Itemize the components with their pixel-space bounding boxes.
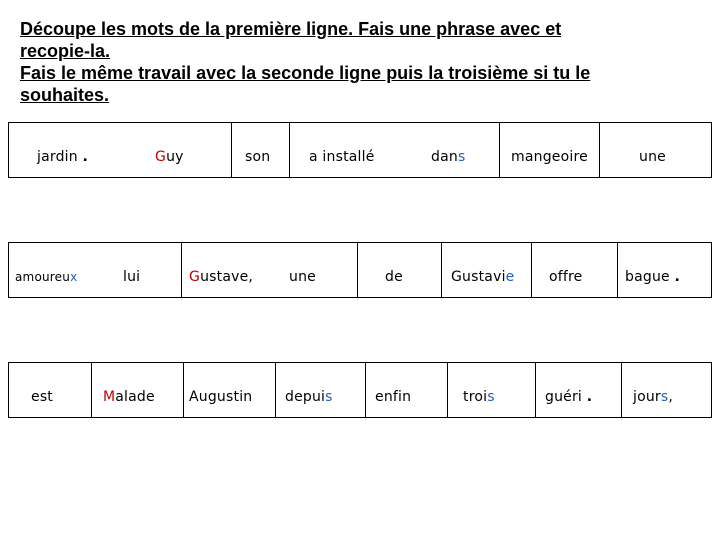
word-card[interactable]: Augustin xyxy=(189,389,253,405)
word-ending: s xyxy=(660,389,669,405)
word-card[interactable] xyxy=(37,149,88,165)
word-capital: G xyxy=(155,149,167,165)
word-text: Gustavi xyxy=(451,269,506,285)
word-card[interactable]: lui xyxy=(123,269,141,285)
word-card[interactable]: offre xyxy=(549,269,583,285)
word-card[interactable] xyxy=(189,269,253,285)
word-text: amoureu xyxy=(15,270,71,284)
word-punct: . xyxy=(586,389,593,405)
word-card[interactable] xyxy=(285,389,333,405)
word-row-1 xyxy=(8,122,712,178)
word-row-2 xyxy=(8,242,712,298)
word-text: depui xyxy=(285,389,326,405)
word-card[interactable]: enfin xyxy=(375,389,412,405)
word-card[interactable] xyxy=(463,389,495,405)
word-card[interactable]: a installé xyxy=(309,149,375,165)
word-card[interactable] xyxy=(451,269,515,285)
word-ending: s xyxy=(325,389,333,405)
word-card[interactable] xyxy=(155,149,184,165)
word-punct: . xyxy=(674,269,681,285)
word-text: alade xyxy=(115,389,155,405)
word-card[interactable]: une xyxy=(639,149,666,165)
word-text: jour xyxy=(633,389,661,405)
instructions xyxy=(20,18,700,106)
word-card[interactable]: une xyxy=(289,269,316,285)
word-card[interactable]: mangeoire xyxy=(511,149,588,165)
instruction-line-2: recopie-la. xyxy=(20,41,111,61)
word-card[interactable]: est xyxy=(31,389,53,405)
word-ending: x xyxy=(70,270,78,284)
word-card[interactable] xyxy=(545,389,592,405)
word-ending: s xyxy=(457,149,466,165)
word-punct: , xyxy=(668,389,674,405)
word-card[interactable]: son xyxy=(245,149,271,165)
word-punct: . xyxy=(82,149,89,165)
instruction-line-1: Découpe les mots de la première ligne. Fais une phrase avec et xyxy=(20,19,562,39)
word-text: bague xyxy=(625,269,670,285)
instruction-line-3: Fais le même travail avec la seconde ligne puis la troisième si tu le xyxy=(20,63,591,83)
word-text: troi xyxy=(463,389,488,405)
word-text: guéri xyxy=(545,389,583,405)
word-card[interactable] xyxy=(625,269,680,285)
word-text: jardin xyxy=(37,149,78,165)
word-text: ustave, xyxy=(200,269,254,285)
word-card[interactable] xyxy=(633,389,673,405)
word-card[interactable] xyxy=(431,149,465,165)
word-text: dan xyxy=(431,149,458,165)
word-capital: M xyxy=(103,389,116,405)
word-ending: s xyxy=(487,389,495,405)
word-capital: G xyxy=(189,269,201,285)
word-row-3 xyxy=(8,362,712,418)
word-text: uy xyxy=(166,149,184,165)
word-ending: e xyxy=(505,269,515,285)
word-card[interactable]: de xyxy=(385,269,403,285)
word-card[interactable] xyxy=(103,389,155,405)
word-card[interactable] xyxy=(15,270,77,284)
instruction-line-4: souhaites. xyxy=(20,85,110,105)
